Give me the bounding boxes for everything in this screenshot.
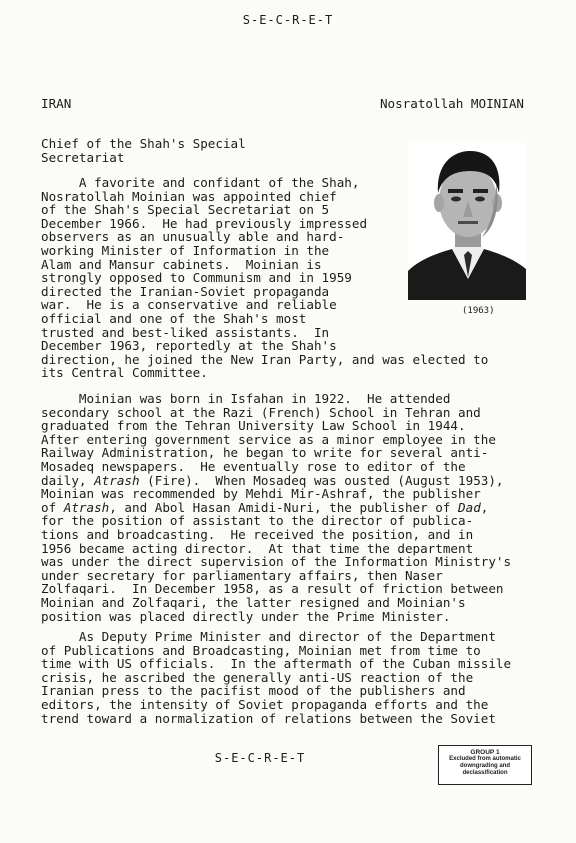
declassification-group-box [438,745,532,785]
paragraph-1: A favorite and confidant of the Shah, Nosratollah Moinian was appointed chief of the Shah's Special Secretariat on 5 December 1966. He had previously impressed observers as an unusually able and hard- working Minister of Information in the Alam and Mansur cabinets. Moinian is strongly opposed to Communism and in 1959 directed the Iranian-Soviet propaganda war. He is a conservative and reliable official and one of the Shah's most trusted and best-liked assistants. In December 1963, reportedly at the Shah's direction, he joined the New Iran Party, and was elected to its Central Committee. [41,175,489,381]
subject-name: Nosratollah MOINIAN [379,96,524,111]
footer-classification-marking: S-E-C-R-E-T [214,751,306,765]
position-title: Chief of the Shah's Special Secretariat [41,136,246,165]
paragraph-3: As Deputy Prime Minister and director of the Department of Publications and Broadcasting, Moinian met from time to time with US officials. In the aftermath of the Cuban missile crisis, he ascribed the generally anti-US reaction of the Iranian press to the pacifist mood of the publishers and editors, the intensity of Soviet propaganda efforts and the trend toward a normalization of relations between the Soviet [41,629,512,726]
group-box-line-3: downgrading and [460,763,510,769]
group-box-line-4: declassification [462,770,508,776]
header-classification-marking: S-E-C-R-E-T [242,13,334,27]
country-label: IRAN [41,96,72,111]
photo-caption: (1963) [462,306,495,316]
paragraph-2: Moinian was born in Isfahan in 1922. He attended secondary school at the Razi (French) School in Tehran and graduated from the Tehran University Law School in 1944. After entering government service as a minor employee in the Railway Administration, he began to write for several anti- Mosadeq newspapers. He eventually rose to editor of the daily, Atrash (Fire). When Mosadeq was ousted (August 1953), Moinian was recommended by Mehdi Mir-Ashraf, the publisher of Atrash, and Abol Hasan Amidi-Nuri, the publisher of Dad, for the position of assistant to the director of publica- tions and broadcasting. He received the position, and in 1956 became acting director. At that time the department was under the direct supervision of the Information Ministry's under secretary for parliamentary affairs, then Naser Zolfaqari. In December 1958, as a result of friction between Moinian and Zolfaqari, the latter resigned and Moinian's position was placed directly under the Prime Minister. [41,391,512,624]
group-box-line-2: Excluded from automatic [449,756,521,762]
group-box-line-1: GROUP 1 [470,749,500,756]
